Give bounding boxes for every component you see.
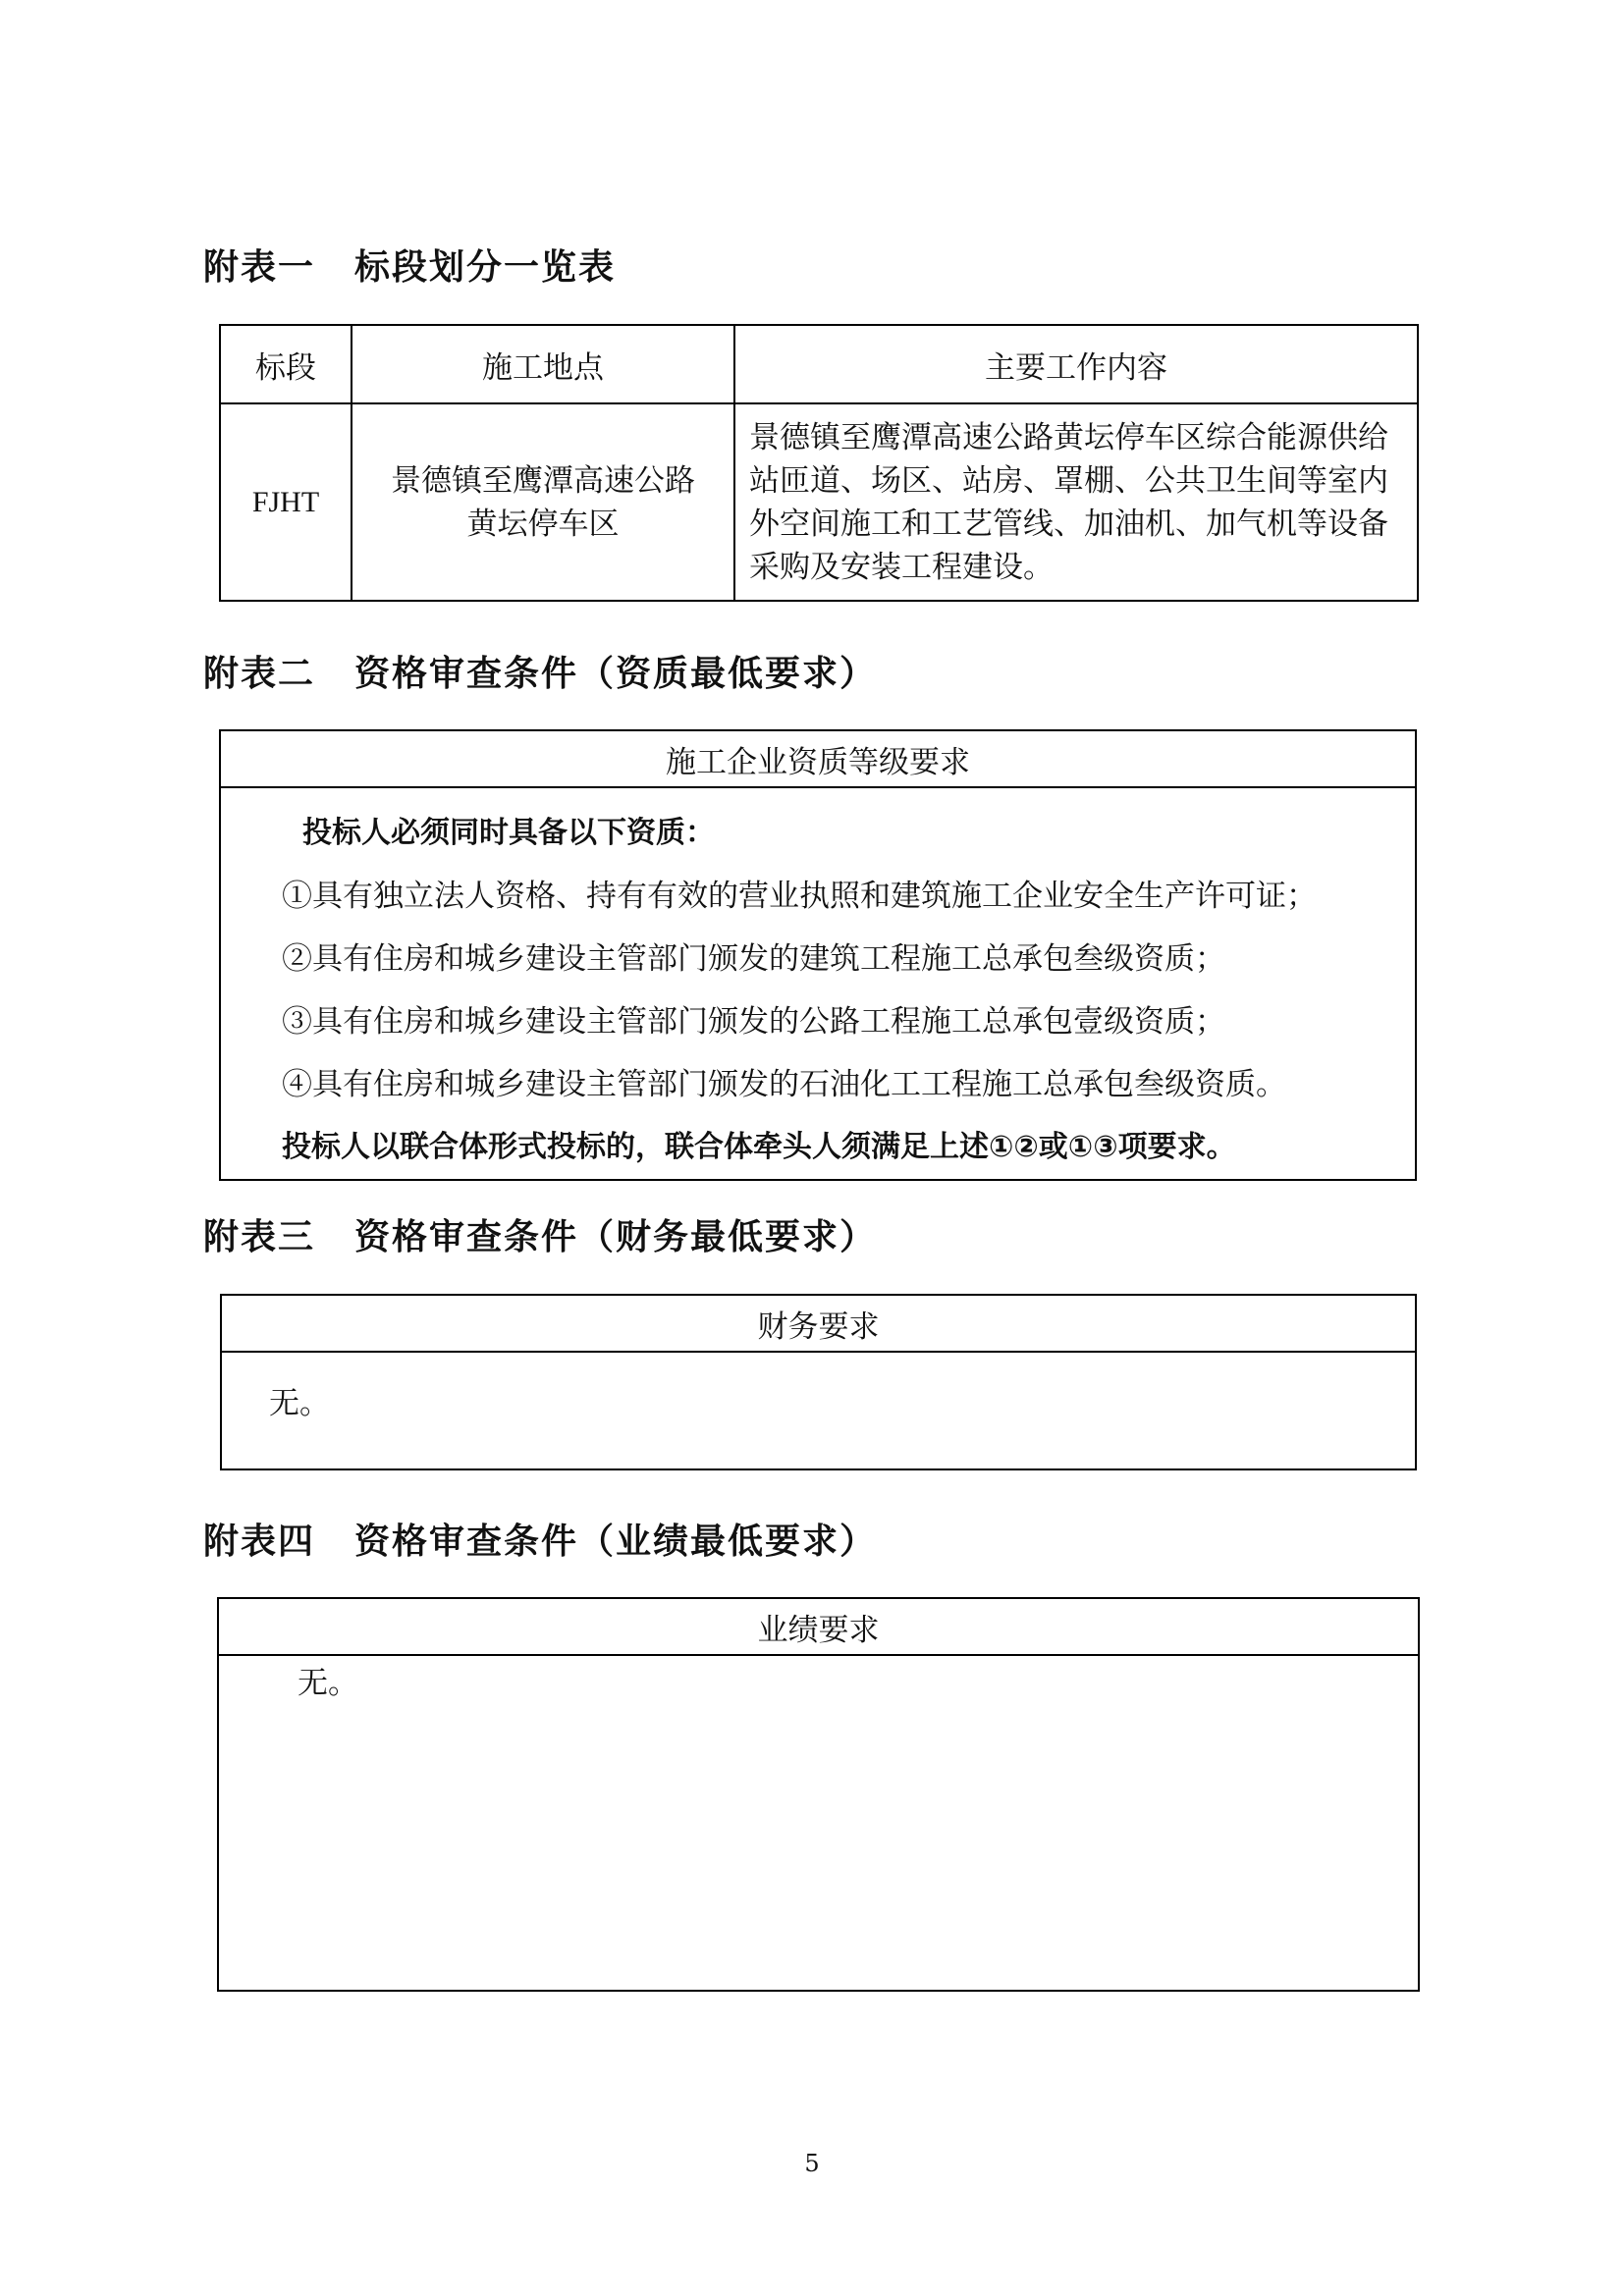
table1-heading bbox=[203, 240, 616, 290]
performance-table bbox=[217, 1597, 1420, 1992]
qualification-table bbox=[219, 729, 1417, 1181]
table1-heading-title: 标段划分一览表 bbox=[354, 247, 617, 288]
table3-heading bbox=[203, 1209, 877, 1259]
financial-body: 无。 bbox=[221, 1352, 1416, 1469]
table3-heading-prefix: 附表三 bbox=[203, 1217, 316, 1257]
page-number: 5 bbox=[804, 2150, 820, 2177]
cell-location: 景德镇至鹰潭高速公路黄坛停车区 bbox=[352, 403, 734, 601]
table1-heading-prefix: 附表一 bbox=[203, 247, 316, 288]
header-main-content: 主要工作内容 bbox=[734, 325, 1418, 403]
table2-heading-title: 资格审查条件（资质最低要求） bbox=[354, 654, 878, 694]
qualification-body bbox=[220, 787, 1416, 1180]
table2-heading-prefix: 附表二 bbox=[203, 654, 316, 694]
qualification-note: 投标人以联合体形式投标的，联合体牵头人须满足上述①②或①③项要求。 bbox=[282, 1130, 1236, 1164]
qualification-item: ③具有住房和城乡建设主管部门颁发的公路工程施工总承包壹级资质； bbox=[282, 1004, 1225, 1040]
financial-header: 财务要求 bbox=[221, 1295, 1416, 1352]
table4-heading-prefix: 附表四 bbox=[203, 1522, 316, 1562]
qualification-intro: 投标人必须同时具备以下资质： bbox=[302, 816, 715, 850]
qualification-header: 施工企业资质等级要求 bbox=[220, 730, 1416, 787]
cell-section-code: FJHT bbox=[220, 403, 352, 601]
qualification-item: ①具有独立法人资格、持有有效的营业执照和建筑施工企业安全生产许可证； bbox=[282, 879, 1317, 914]
table3-heading-title: 资格审查条件（财务最低要求） bbox=[354, 1217, 878, 1257]
qualification-item: ②具有住房和城乡建设主管部门颁发的建筑工程施工总承包叁级资质； bbox=[282, 941, 1225, 977]
performance-body: 无。 bbox=[218, 1655, 1419, 1991]
cell-main-content: 景德镇至鹰潭高速公路黄坛停车区综合能源供给站匝道、场区、站房、罩棚、公共卫生间等室内外空间施工和工艺管线、加油机、加气机等设备采购及安装工程建设。 bbox=[734, 403, 1418, 601]
table2-heading bbox=[203, 646, 877, 696]
performance-header: 业绩要求 bbox=[218, 1598, 1419, 1655]
table4-heading-title: 资格审查条件（业绩最低要求） bbox=[354, 1522, 878, 1562]
header-location: 施工地点 bbox=[352, 325, 734, 403]
financial-table bbox=[220, 1294, 1417, 1470]
qualification-item: ④具有住房和城乡建设主管部门颁发的石油化工工程施工总承包叁级资质。 bbox=[282, 1067, 1286, 1102]
header-section: 标段 bbox=[220, 325, 352, 403]
table4-heading bbox=[203, 1514, 877, 1564]
section-division-table bbox=[219, 324, 1419, 602]
